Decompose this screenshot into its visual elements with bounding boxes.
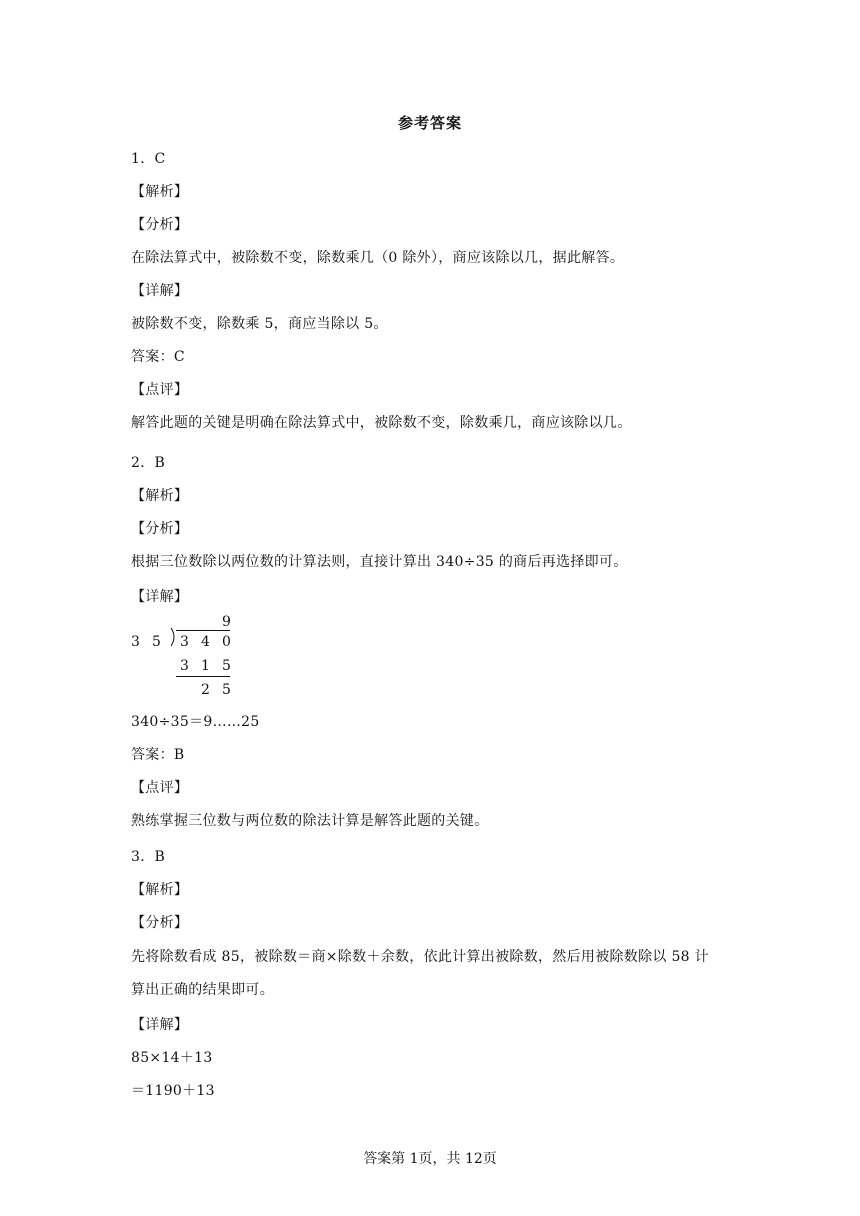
equation-text: 340÷35＝9……25 bbox=[131, 714, 260, 730]
section-heading: 【点评】 bbox=[131, 780, 189, 796]
ld-remainder-digit: 2 bbox=[201, 682, 210, 698]
analysis-text: 算出正确的结果即可。 bbox=[131, 982, 274, 998]
ld-remainder-digit: 5 bbox=[222, 682, 231, 698]
comment-text: 熟练掌握三位数与两位数的除法计算是解答此题的关键。 bbox=[131, 813, 489, 829]
section-heading: 【分析】 bbox=[131, 915, 189, 931]
ld-subtraction-line bbox=[176, 676, 230, 677]
answer-number-3: 3．B bbox=[131, 849, 166, 865]
ld-divisor-digit: 3 bbox=[131, 634, 140, 650]
section-heading: 【解析】 bbox=[131, 184, 189, 200]
ld-quotient: 9 bbox=[222, 614, 231, 630]
section-heading: 【详解】 bbox=[131, 1017, 189, 1033]
answer-number-2: 2．B bbox=[131, 455, 166, 471]
ld-dividend-digit: 3 bbox=[180, 634, 189, 650]
section-heading: 【解析】 bbox=[131, 882, 189, 898]
section-heading: 【点评】 bbox=[131, 382, 189, 398]
calculation-step: ＝1190＋13 bbox=[131, 1083, 215, 1099]
section-heading: 【分析】 bbox=[131, 217, 189, 233]
ld-divisor-digit: 5 bbox=[152, 634, 161, 650]
analysis-text: 根据三位数除以两位数的计算法则，直接计算出 340÷35 的商后再选择即可。 bbox=[131, 554, 628, 570]
analysis-text: 先将除数看成 85，被除数＝商×除数＋余数，依此计算出被除数，然后用被除数除以 58 计 bbox=[131, 949, 709, 965]
section-heading: 【解析】 bbox=[131, 488, 189, 504]
ld-product-digit: 1 bbox=[201, 658, 210, 674]
analysis-text: 在除法算式中，被除数不变，除数乘几（0 除外），商应该除以几，据此解答。 bbox=[131, 250, 625, 266]
page-title: 参考答案 bbox=[397, 114, 462, 132]
ld-dividend-digit: 0 bbox=[222, 634, 231, 650]
page-footer: 答案第 1页，共 12页 bbox=[363, 1151, 497, 1167]
answer-text: 答案：B bbox=[131, 747, 185, 763]
section-heading: 【详解】 bbox=[131, 589, 189, 605]
section-heading: 【分析】 bbox=[131, 521, 189, 537]
ld-product-digit: 3 bbox=[180, 658, 189, 674]
ld-dividend-digit: 4 bbox=[201, 634, 210, 650]
calculation-step: 85×14＋13 bbox=[131, 1050, 213, 1066]
detail-text: 被除数不变，除数乘 5，商应当除以 5。 bbox=[131, 316, 388, 332]
ld-division-bar bbox=[176, 630, 230, 631]
answer-text: 答案：C bbox=[131, 349, 185, 365]
ld-product-digit: 5 bbox=[222, 658, 231, 674]
section-heading: 【详解】 bbox=[131, 283, 189, 299]
comment-text: 解答此题的关键是明确在除法算式中，被除数不变，除数乘几，商应该除以几。 bbox=[131, 415, 632, 431]
ld-bracket-icon bbox=[170, 627, 178, 647]
answer-number-1: 1．C bbox=[131, 151, 166, 167]
